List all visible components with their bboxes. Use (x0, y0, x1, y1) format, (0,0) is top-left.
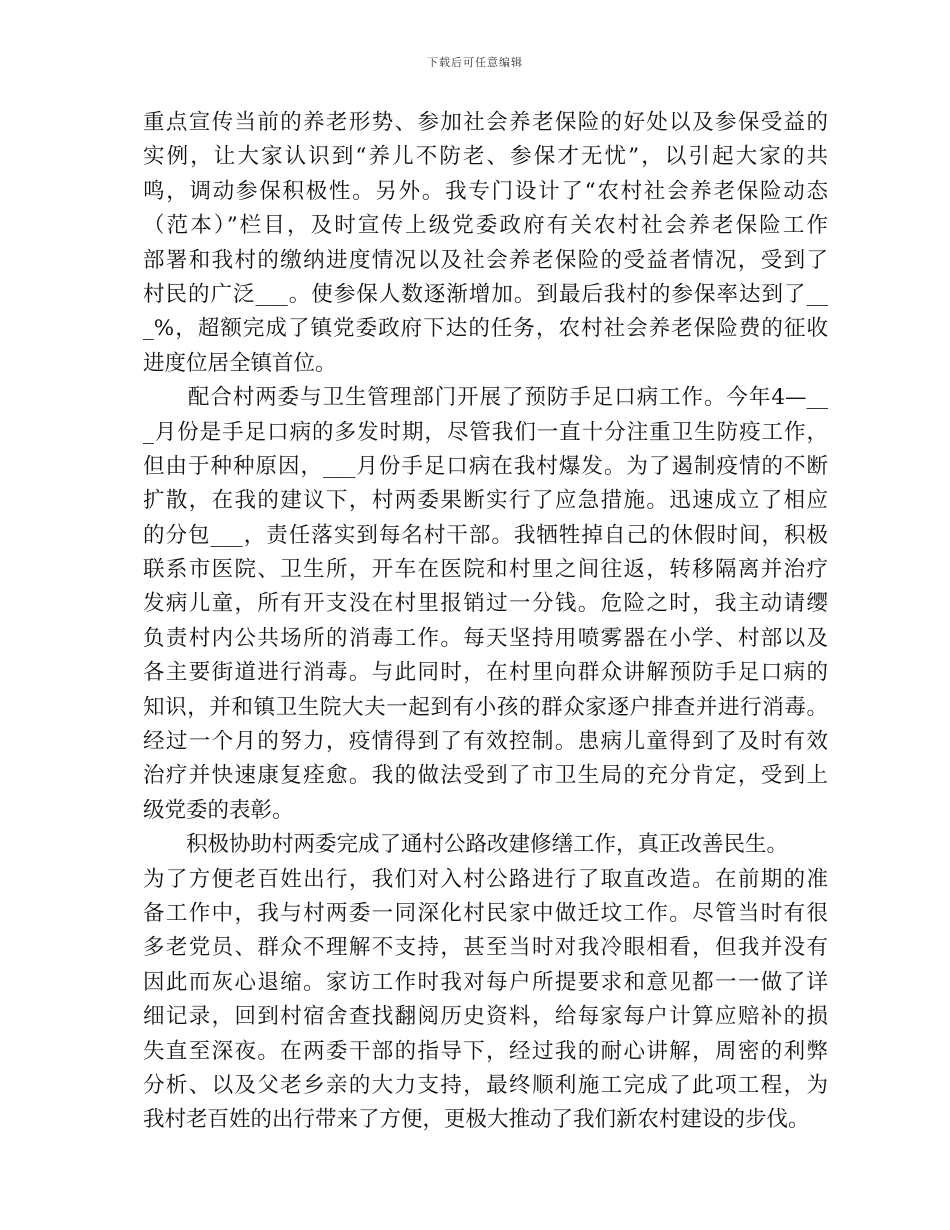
paragraph-pension-publicity (143, 106, 828, 381)
text-line: _月份是手足口病的多发时期，尽管我们一直十分注重卫生防疫工作， (143, 419, 828, 445)
text-line: 配合村两委与卫生管理部门开展了预防手足口病工作。今年4—__ (143, 385, 828, 411)
text-line: 级党委的表彰。 (143, 797, 294, 823)
text-line: _%，超额完成了镇党委政府下达的任务，农村社会养老保险费的征收 (143, 316, 828, 342)
text-line: 但由于种种原因，___月份手足口病在我村爆发。为了遏制疫情的不断 (143, 453, 828, 479)
text-line: 分析、以及父老乡亲的大力支持，最终顺利施工完成了此项工程，为 (143, 1072, 828, 1098)
text-line: 负责村内公共场所的消毒工作。每天坚持用喷雾器在小学、村部以及 (143, 625, 828, 651)
text-line: 村民的广泛___。使参保人数逐渐增加。到最后我村的参保率达到了__ (143, 281, 828, 307)
text-line: 联系市医院、卫生所，开车在医院和村里之间往返，转移隔离并治疗 (143, 557, 828, 583)
text-line: 扩散，在我的建议下，村两委果断实行了应急措施。迅速成立了相应 (143, 488, 828, 514)
text-line: 的分包___，责任落实到每名村干部。我牺牲掉自己的休假时间，积极 (143, 522, 828, 548)
text-line: 鸣，调动参保积极性。另外。我专门设计了“农村社会养老保险动态 (143, 178, 828, 204)
text-line: 发病儿童，所有开支没在村里报销过一分钱。危险之时，我主动请缨 (143, 591, 828, 617)
text-line: 我村老百姓的出行带来了方便，更极大推动了我们新农村建设的步伐。 (143, 1107, 810, 1133)
text-line: 为了方便老百姓出行，我们对入村公路进行了取直改造。在前期的准 (143, 866, 828, 892)
paragraph-hfmd-prevention (143, 381, 828, 828)
text-line: 失直至深夜。在两委干部的指导下，经过我的耐心讲解，周密的利弊 (143, 1038, 828, 1064)
text-line: 治疗并快速康复痊愈。我的做法受到了市卫生局的充分肯定，受到上 (143, 763, 828, 789)
text-line: 经过一个月的努力，疫情得到了有效控制。患病儿童得到了及时有效 (143, 729, 828, 755)
document-body (143, 106, 828, 1138)
text-line: 重点宣传当前的养老形势、参加社会养老保险的好处以及参保受益的 (143, 110, 828, 135)
text-line: 积极协助村两委完成了通村公路改建修缮工作，真正改善民生。 (143, 832, 789, 858)
text-line: 因此而灰心退缩。家访工作时我对每户所提要求和意见都一一做了详 (143, 969, 828, 995)
text-line: 各主要街道进行消毒。与此同时，在村里向群众讲解预防手足口病的 (143, 660, 828, 686)
text-line: 备工作中，我与村两委一同深化村民家中做迁坟工作。尽管当时有很 (143, 900, 828, 926)
text-line: 知识，并和镇卫生院大夫一起到有小孩的群众家逐户排查并进行消毒。 (143, 694, 828, 720)
text-line: 部署和我村的缴纳进度情况以及社会养老保险的受益者情况，受到了 (143, 247, 828, 273)
text-line: 多老党员、群众不理解不支持，甚至当时对我冷眼相看，但我并没有 (143, 935, 828, 961)
text-line: 细记录，回到村宿舍查找翻阅历史资料，给每家每户计算应赔补的损 (143, 1004, 828, 1030)
text-line: （范本）”栏目，及时宣传上级党委政府有关农村社会养老保险工作 (143, 213, 828, 239)
page-header: 下载后可任意编辑 (427, 56, 523, 69)
paragraph-road-construction (143, 828, 828, 1138)
text-line: 进度位居全镇首位。 (143, 350, 337, 376)
text-line: 实例，让大家认识到“养儿不防老、参保才无忧”，以引起大家的共 (143, 144, 828, 170)
